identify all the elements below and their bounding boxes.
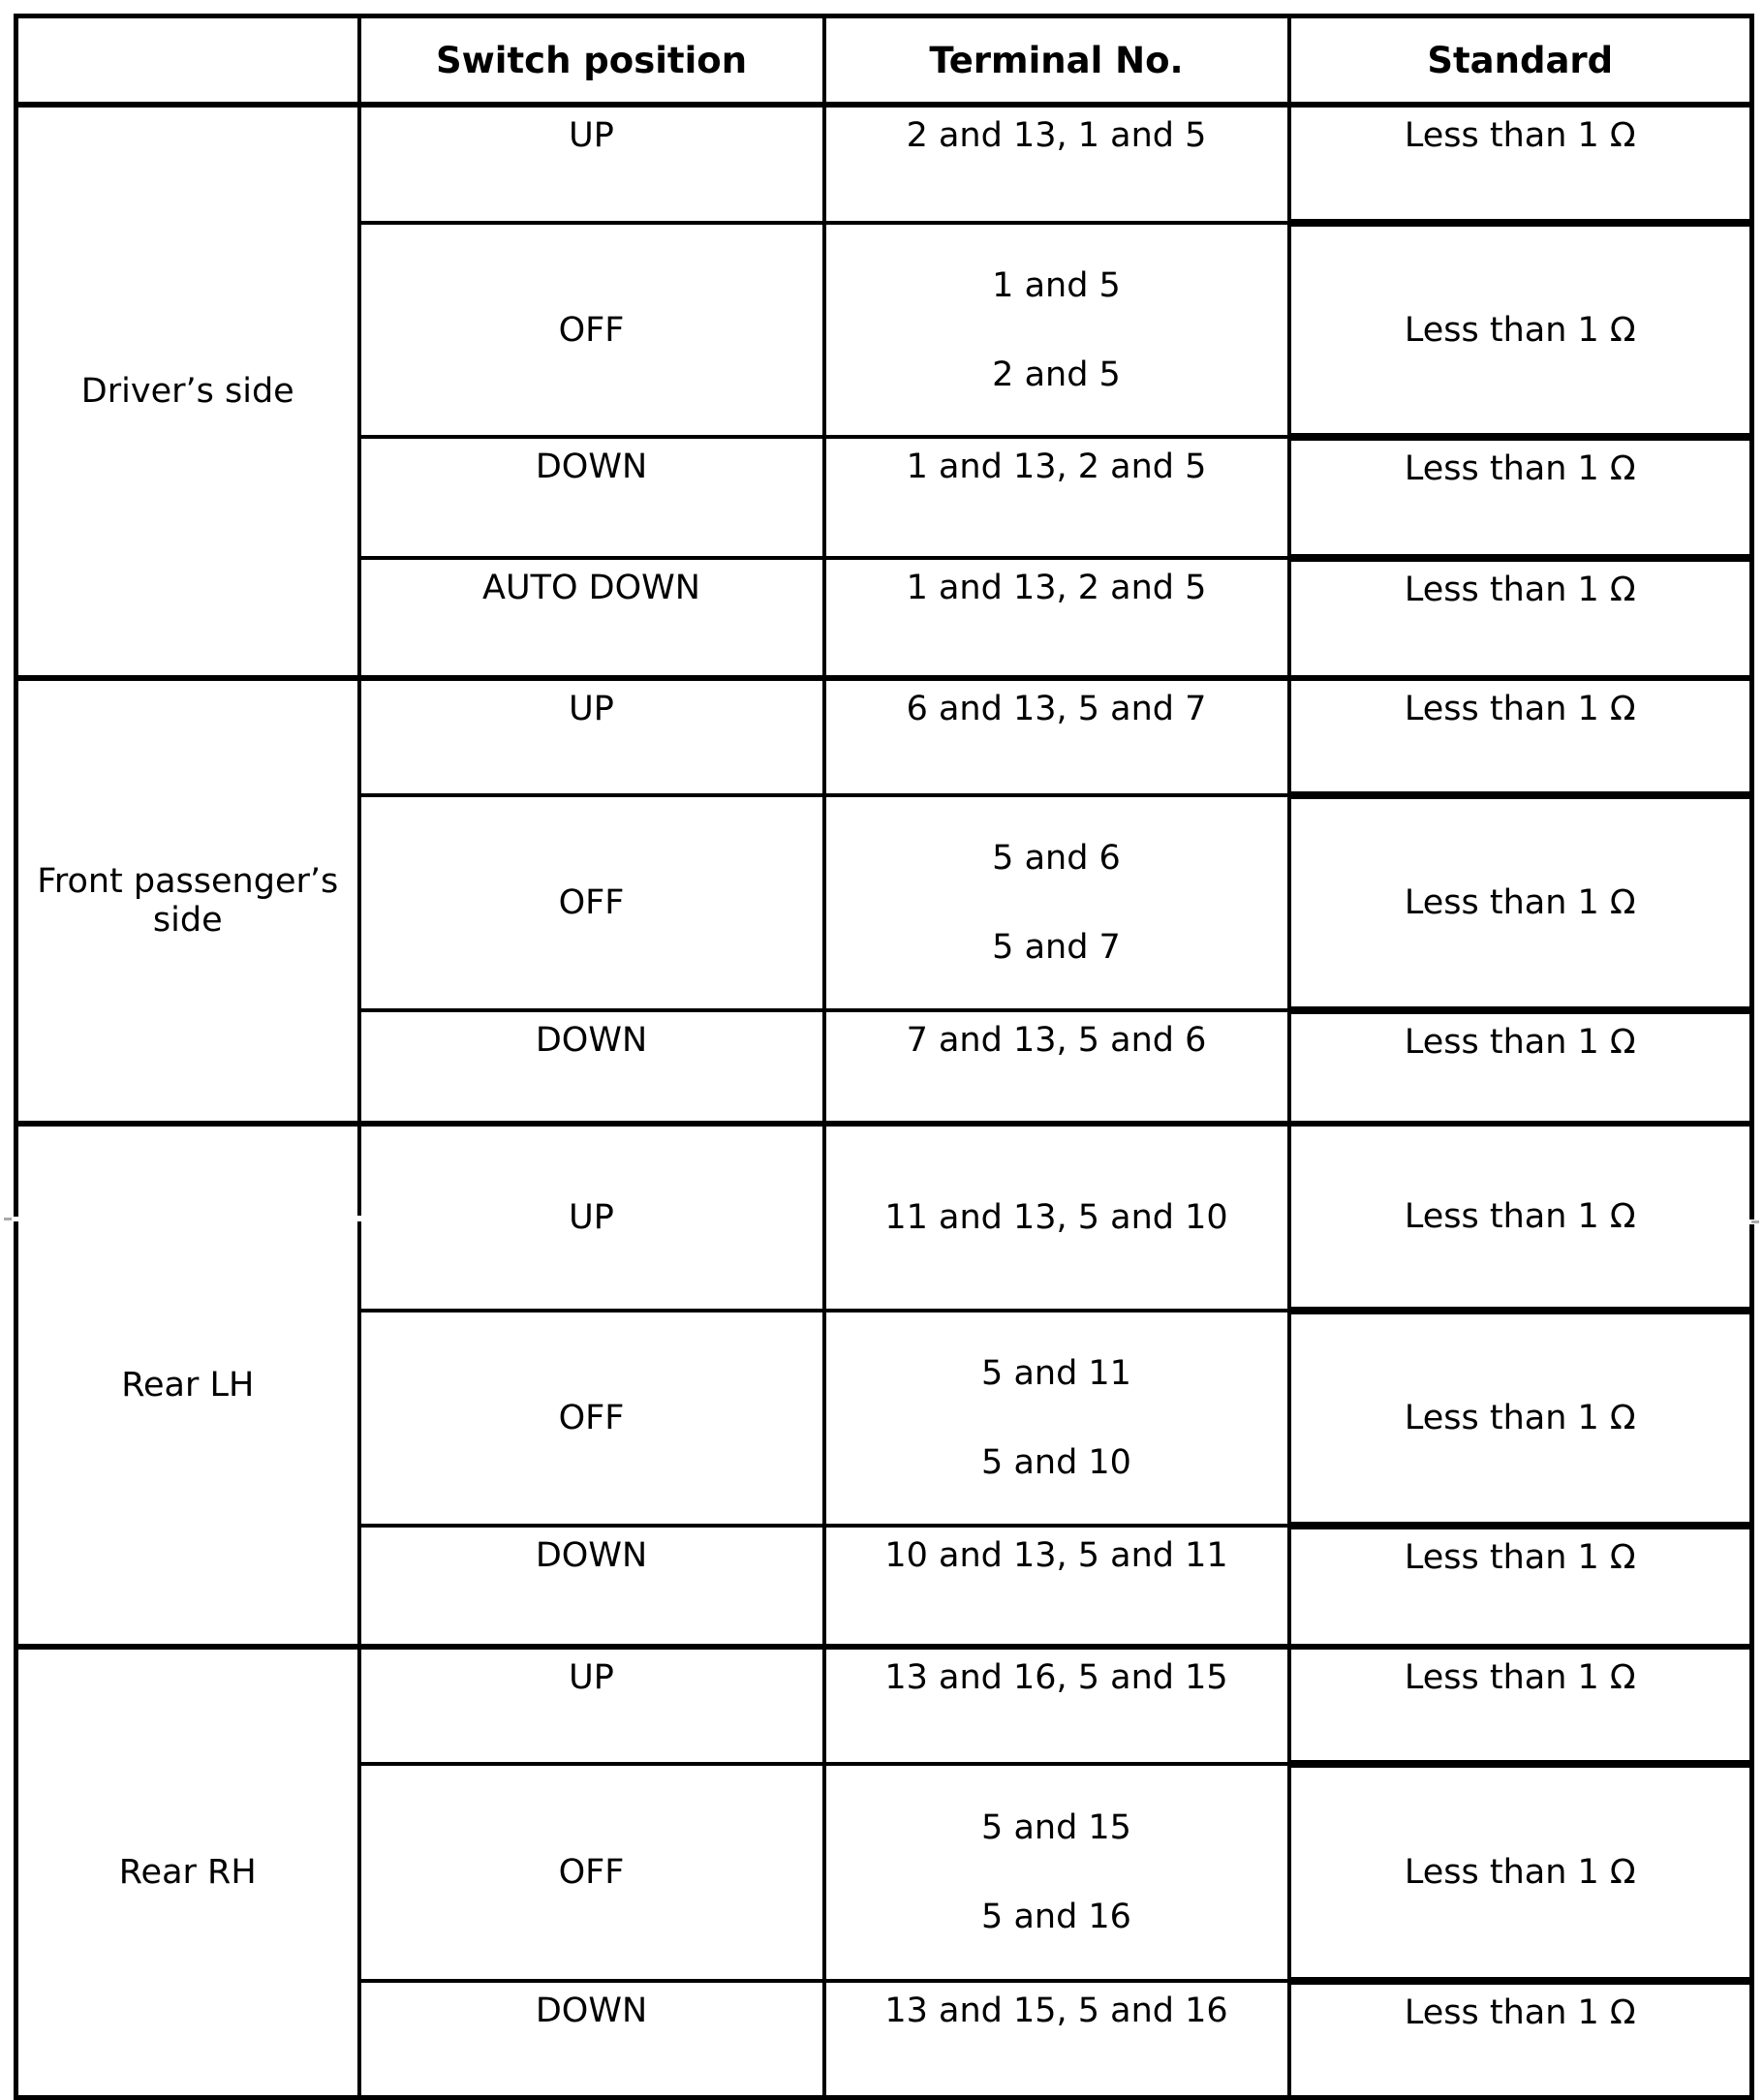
terminal-pair: 11 and 13, 5 and 10 [884,1198,1228,1237]
standard-cell: Less than 1 Ω [1289,1764,1752,1981]
group-label: Rear LH [121,1366,255,1405]
terminal-pair: 1 and 13, 2 and 5 [906,448,1207,486]
terminal-no-cell [824,437,1289,558]
switch-position-cell: OFF [359,1764,824,1981]
header-switch-position: Switch position [359,16,824,106]
standard-cell: Less than 1 Ω [1289,105,1752,223]
terminal-pair: 7 and 13, 5 and 6 [906,1021,1207,1060]
terminal-pair: 1 and 5 [992,265,1121,305]
switch-position-cell: UP [359,105,824,223]
terminal-pair: 13 and 16, 5 and 15 [884,1658,1228,1697]
switch-position-cell: AUTO DOWN [359,558,824,678]
standard-cell: Less than 1 Ω [1289,1526,1752,1647]
group-label: Front passenger’s side [37,862,339,940]
header-terminal-no: Terminal No. [824,16,1289,106]
terminal-no-cell [824,1981,1289,2097]
standard-cell: Less than 1 Ω [1289,1311,1752,1526]
switch-position-cell: DOWN [359,1526,824,1647]
terminal-pair: 13 and 15, 5 and 16 [884,1992,1228,2030]
terminal-pair: 5 and 7 [992,928,1121,967]
page-break-artifact [350,1216,363,1221]
terminal-pair: 5 and 11 [981,1354,1131,1393]
terminal-pair: 1 and 13, 2 and 5 [906,569,1207,607]
terminal-no-cell [824,795,1289,1010]
switch-position-cell: OFF [359,795,824,1010]
switch-position-cell: OFF [359,1311,824,1526]
header-standard: Standard [1289,16,1752,106]
page-break-artifact [1751,1220,1759,1223]
standard-cell: Less than 1 Ω [1289,1124,1752,1311]
standard-cell: Less than 1 Ω [1289,678,1752,795]
header-side-cell [16,16,359,106]
standard-cell: Less than 1 Ω [1289,558,1752,678]
terminal-pair: 6 and 13, 5 and 7 [906,690,1207,728]
group-label-cell [16,105,359,678]
terminal-pair: 5 and 16 [981,1898,1131,1936]
switch-continuity-table [14,14,1754,2100]
standard-cell: Less than 1 Ω [1289,795,1752,1010]
table-row [16,1124,1752,1311]
terminal-pair: 10 and 13, 5 and 11 [884,1536,1228,1575]
table-row [16,1647,1752,1764]
group-label: Rear RH [118,1852,257,1892]
switch-position-cell: UP [359,1647,824,1764]
switch-position-cell: UP [359,678,824,795]
standard-cell: Less than 1 Ω [1289,1010,1752,1124]
switch-position-cell: DOWN [359,437,824,558]
switch-position-cell: UP [359,1124,824,1311]
page-break-artifact [4,1218,12,1220]
group-label-cell [16,678,359,1124]
terminal-no-cell [824,558,1289,678]
terminal-no-cell [824,105,1289,223]
terminal-no-cell [824,1010,1289,1124]
standard-cell: Less than 1 Ω [1289,223,1752,437]
standard-cell: Less than 1 Ω [1289,1647,1752,1764]
group-label: Driver’s side [80,372,294,411]
terminal-no-cell [824,1526,1289,1647]
standard-cell: Less than 1 Ω [1289,1981,1752,2097]
terminal-no-cell [824,1647,1289,1764]
group-label-cell [16,1647,359,2097]
table-row [16,678,1752,795]
group-label-cell [16,1124,359,1647]
switch-position-cell: OFF [359,223,824,437]
terminal-no-cell [824,1764,1289,1981]
switch-position-cell: DOWN [359,1010,824,1124]
terminal-no-cell [824,678,1289,795]
terminal-no-cell [824,1124,1289,1311]
terminal-pair: 5 and 10 [981,1443,1131,1482]
terminal-no-cell [824,1311,1289,1526]
terminal-no-cell [824,223,1289,437]
terminal-pair: 5 and 15 [981,1808,1131,1847]
switch-position-cell: DOWN [359,1981,824,2097]
terminal-pair: 5 and 6 [992,839,1121,878]
table-body [16,105,1752,2097]
table-row [16,105,1752,223]
page-break-artifact [12,1217,21,1221]
table-header-row [16,16,1752,106]
terminal-pair: 2 and 13, 1 and 5 [906,116,1207,155]
terminal-pair: 2 and 5 [992,355,1121,394]
standard-cell: Less than 1 Ω [1289,437,1752,558]
